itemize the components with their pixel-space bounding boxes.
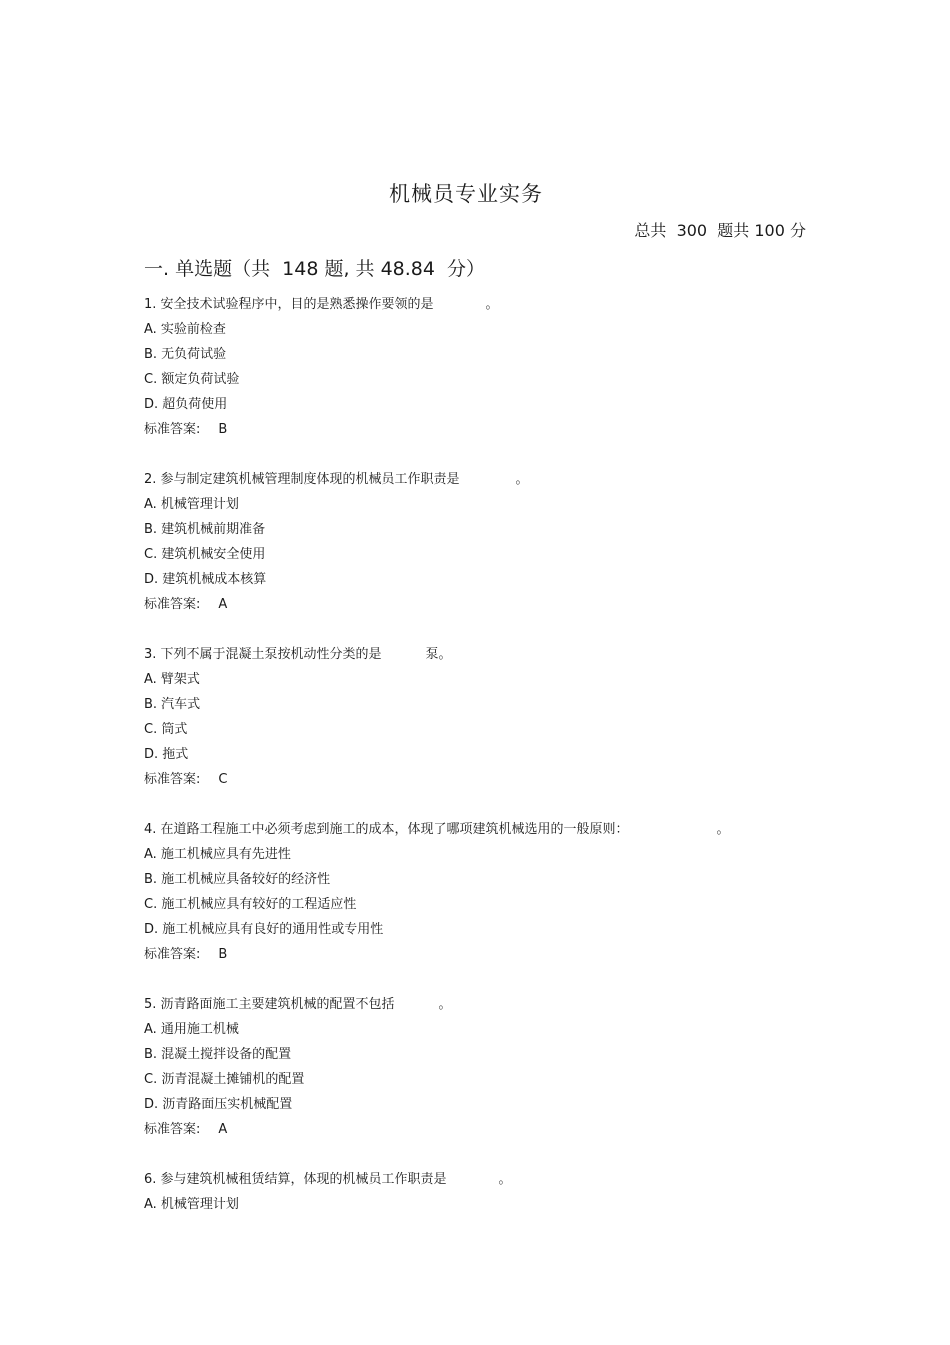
option-d: D. 施工机械应具有良好的通用性或专用性 (144, 922, 384, 937)
option-a: A. 机械管理计划 (144, 497, 239, 512)
question-text: 5. 沥青路面施工主要建筑机械的配置不包括 (144, 997, 395, 1012)
answer-label: 标准答案: (144, 1122, 201, 1137)
answer-label: 标准答案: (144, 597, 201, 612)
option-d: D. 沥青路面压实机械配置 (144, 1097, 293, 1112)
question-stem (144, 992, 844, 1017)
option-b: B. 无负荷试验 (144, 347, 227, 362)
answer-value: A (218, 597, 228, 612)
question-text: 2. 参与制定建筑机械管理制度体现的机械员工作职责是 (144, 472, 460, 487)
option-c: C. 筒式 (144, 722, 188, 737)
question-5 (144, 992, 844, 1142)
question-text: 6. 参与建筑机械租赁结算，体现的机械员工作职责是 (144, 1172, 447, 1187)
question-stem (144, 1167, 844, 1192)
standard-answer (144, 592, 844, 617)
answer-label: 标准答案: (144, 422, 201, 437)
option-d: D. 超负荷使用 (144, 397, 228, 412)
standard-answer (144, 942, 844, 967)
answer-value: B (218, 947, 228, 962)
option-b: B. 汽车式 (144, 697, 201, 712)
answer-value: A (218, 1122, 228, 1137)
question-stem (144, 292, 844, 317)
question-2 (144, 467, 844, 617)
answer-value: C (218, 772, 228, 787)
standard-answer (144, 1117, 844, 1142)
question-1 (144, 292, 844, 442)
answer-label: 标准答案: (144, 947, 201, 962)
question-list (144, 292, 844, 1242)
standard-answer (144, 417, 844, 442)
option-c: C. 沥青混凝土摊铺机的配置 (144, 1072, 305, 1087)
standard-answer (144, 767, 844, 792)
option-a: A. 臂架式 (144, 672, 200, 687)
answer-value: B (218, 422, 228, 437)
question-text: 4. 在道路工程施工中必须考虑到施工的成本，体现了哪项建筑机械选用的一般原则： (144, 822, 629, 837)
question-tail: 。 (485, 297, 499, 312)
option-c: C. 建筑机械安全使用 (144, 547, 266, 562)
option-a: A. 机械管理计划 (144, 1197, 239, 1212)
question-tail: 泵。 (425, 647, 452, 662)
option-a: A. 通用施工机械 (144, 1022, 239, 1037)
option-b: B. 混凝土搅拌设备的配置 (144, 1047, 292, 1062)
question-text: 3. 下列不属于混凝土泵按机动性分类的是 (144, 647, 382, 662)
option-c: C. 额定负荷试验 (144, 372, 240, 387)
question-3 (144, 642, 844, 792)
document-title: 机械员专业实务 (389, 182, 543, 206)
question-tail: 。 (515, 472, 529, 487)
option-c: C. 施工机械应具有较好的工程适应性 (144, 897, 357, 912)
option-d: D. 建筑机械成本核算 (144, 572, 267, 587)
question-stem (144, 817, 844, 842)
question-stem (144, 467, 844, 492)
question-tail: 。 (438, 997, 452, 1012)
answer-label: 标准答案: (144, 772, 201, 787)
question-text: 1. 安全技术试验程序中，目的是熟悉操作要领的是 (144, 297, 434, 312)
option-d: D. 拖式 (144, 747, 189, 762)
option-a: A. 实验前检查 (144, 322, 226, 337)
question-stem (144, 642, 844, 667)
question-tail: 。 (498, 1172, 512, 1187)
question-4 (144, 817, 844, 967)
question-6 (144, 1167, 844, 1217)
option-b: B. 施工机械应具备较好的经济性 (144, 872, 331, 887)
option-b: B. 建筑机械前期准备 (144, 522, 266, 537)
document-total-score: 总共 300 题共 100 分 (634, 221, 806, 240)
section-heading: 一. 单选题（共 148 题, 共 48.84 分） (144, 258, 486, 280)
question-tail: 。 (716, 822, 730, 837)
option-a: A. 施工机械应具有先进性 (144, 847, 291, 862)
